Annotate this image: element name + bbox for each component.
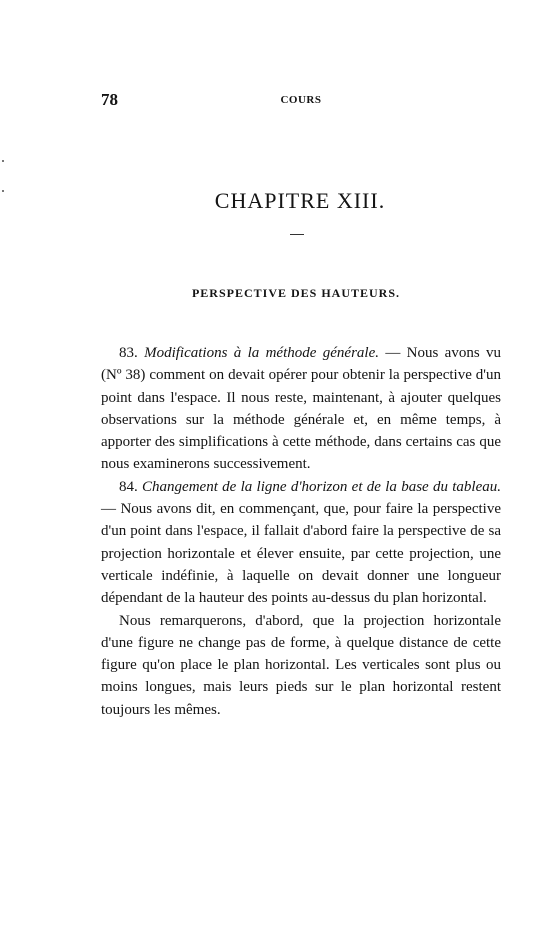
paragraph-lead-in: Modifications à la méthode générale. (144, 345, 379, 361)
paragraph-84 (101, 476, 501, 610)
page-header (101, 90, 501, 112)
paragraph-83 (101, 342, 501, 476)
paragraph-text: — Nous avons dit, en commençant, que, pour faire la perspective d'un point dans l'espace, il fallait d'abord faire la perspective de sa projection horizontale et élever ensuite, par cette projection, une verticale indéfinie, à laquelle on devait donner une longueur dépendant de la hauteur des points au-dessus du plan horizontal. (101, 501, 501, 607)
paragraph-number: 84. (119, 478, 138, 495)
paragraph-number: 83. (119, 345, 138, 361)
paragraph-continuation (101, 610, 501, 721)
paragraph-text: Nous remarquerons, d'abord, que la projection horizontale d'une figure ne change pas de forme, à quelque distance de cette figure qu'on place le plan horizontal. Les verticales sont plus ou moins longues, mais leurs pieds sur le plan horizontal restent toujours les mêmes. (101, 612, 501, 718)
edge-mark (2, 160, 4, 162)
paragraph-text: — Nous avons vu (Nº 38) comment on devait opérer pour obtenir la perspective d'un point dans l'espace. Il nous reste, maintenant, à ajouter quelques observations sur la méthode générale et, en même temps, à apporter des simplifications à cette méthode, dans certains cas que nous examinerons successivement. (101, 345, 501, 473)
section-title: PERSPECTIVE DES HAUTEURS. (191, 286, 401, 300)
chapter-title: CHAPITRE XIII. (214, 188, 386, 213)
page-number: 78 (101, 90, 118, 109)
paragraph-lead-in: Changement de la ligne d'horizon et de la base du tableau. (142, 478, 502, 495)
running-head: COURS (280, 94, 322, 106)
ornament-rule (290, 234, 304, 235)
body-text (101, 342, 501, 721)
